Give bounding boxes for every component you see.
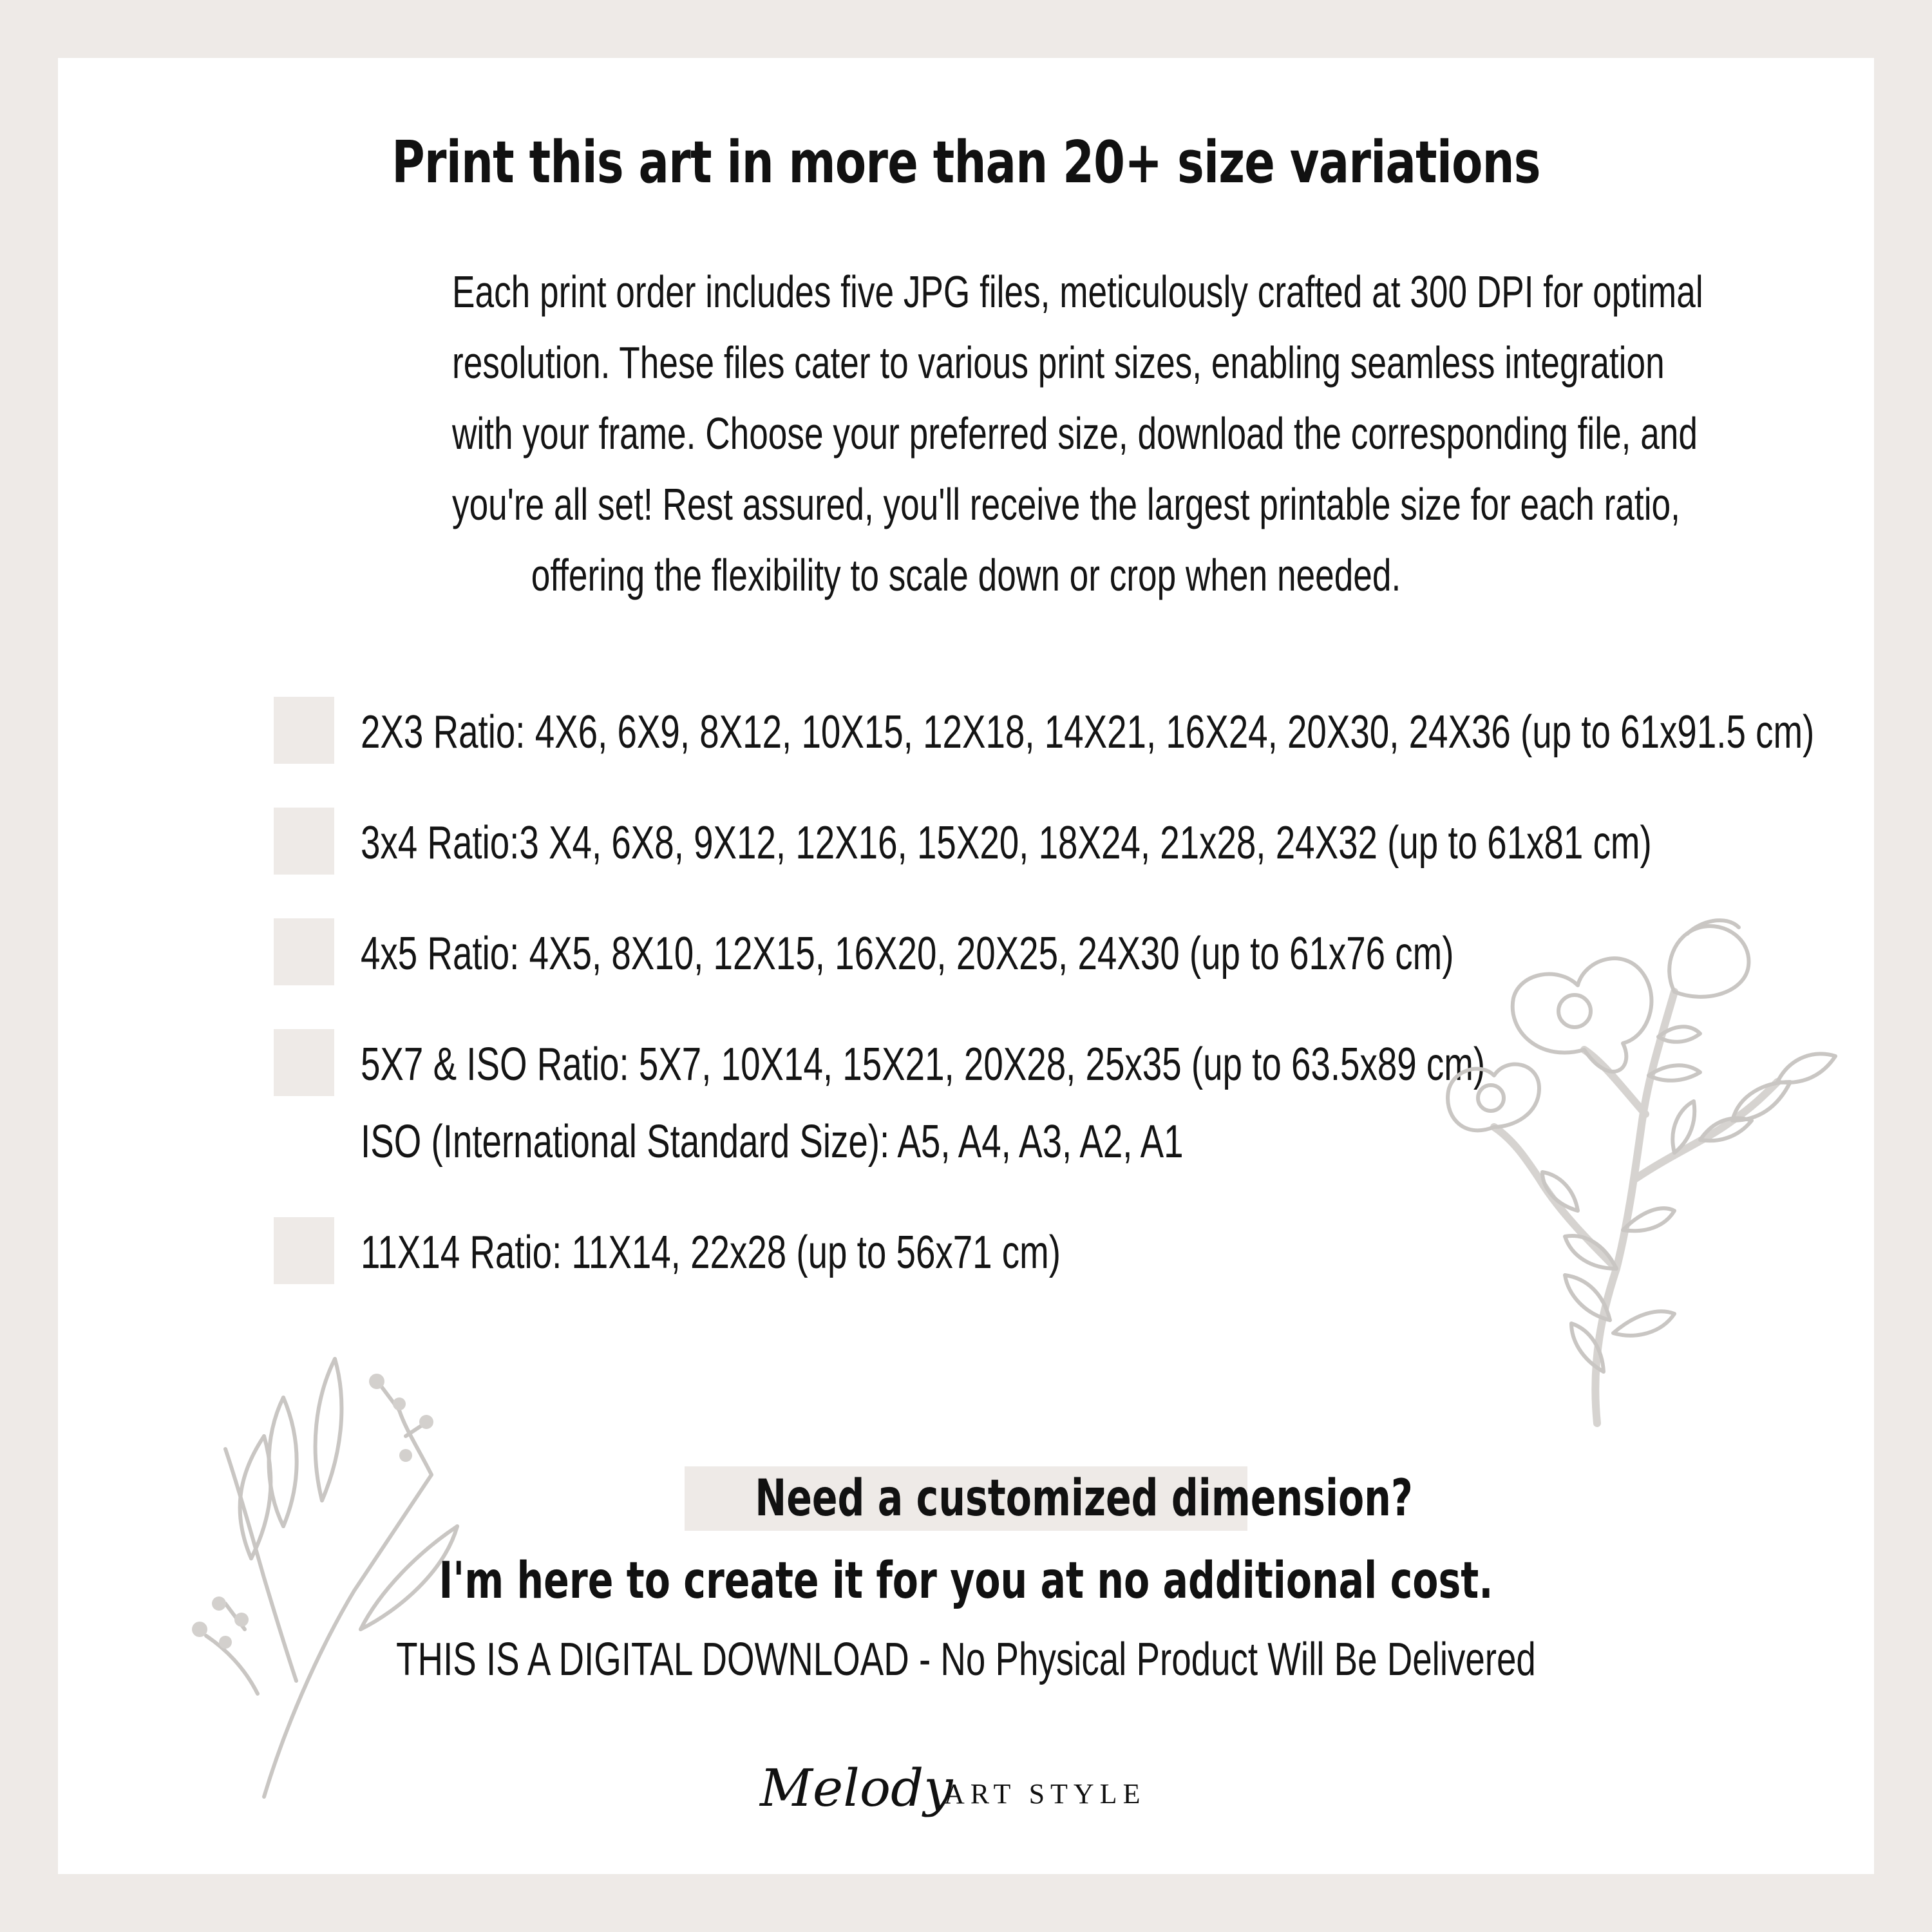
custom-heading: Need a customized dimension?	[755, 1470, 1413, 1528]
ratio-text: 11X14 Ratio: 11X14, 22x28 (up to 56x71 cm)	[361, 1227, 1061, 1278]
ratio-text: 3x4 Ratio:3 X4, 6X8, 9X12, 12X16, 15X20, 18X24, 21x28, 24X32 (up to 61x81 cm)	[361, 817, 1652, 869]
page-title: Print this art in more than 20+ size variations	[392, 129, 1540, 196]
ratio-item-2x3	[274, 697, 1815, 808]
intro-line: Each print order includes five JPG files, meticulously crafted at 300 DPI for optimal	[452, 267, 1703, 317]
intro-line: resolution. These files cater to various print sizes, enabling seamless integration	[452, 337, 1665, 388]
custom-subheading: I'm here to create it for you at no additional cost.	[439, 1552, 1493, 1610]
intro-line: with your frame. Choose your preferred size, download the corresponding file, and	[452, 408, 1698, 459]
checkbox-square	[274, 1029, 334, 1096]
checkbox-square	[274, 918, 334, 985]
intro-paragraph	[290, 256, 1703, 611]
ratio-item-3x4	[274, 808, 1755, 918]
brand-logo	[747, 1752, 1198, 1842]
checkbox-square	[274, 808, 334, 875]
intro-line: you're all set! Rest assured, you'll receive the largest printable size for each ratio,	[452, 479, 1680, 529]
logo-caps-text: ART STYLE	[944, 1778, 1146, 1810]
ratio-text: 4x5 Ratio: 4X5, 8X10, 12X15, 16X20, 20X25, 24X30 (up to 61x76 cm)	[361, 928, 1454, 980]
checkbox-square	[274, 697, 334, 764]
checkbox-square	[274, 1217, 334, 1284]
digital-download-note: THIS IS A DIGITAL DOWNLOAD - No Physical Product Will Be Delivered	[396, 1634, 1536, 1685]
logo-script-text: Melody	[760, 1758, 953, 1818]
custom-heading-highlight	[685, 1466, 1413, 1531]
ratio-text-iso: ISO (International Standard Size): A5, A4, A3, A2, A1	[361, 1116, 1184, 1168]
floral-illustration-right	[1430, 908, 1848, 1436]
ratio-text: 2X3 Ratio: 4X6, 6X9, 8X12, 10X15, 12X18, 14X21, 16X24, 20X30, 24X36 (up to 61x91.5 cm)	[361, 706, 1815, 758]
ratio-text: 5X7 & ISO Ratio: 5X7, 10X14, 15X21, 20X28, 25x35 (up to 63.5x89 cm)	[361, 1039, 1486, 1090]
intro-line: offering the flexibility to scale down or crop when needed.	[531, 550, 1401, 600]
